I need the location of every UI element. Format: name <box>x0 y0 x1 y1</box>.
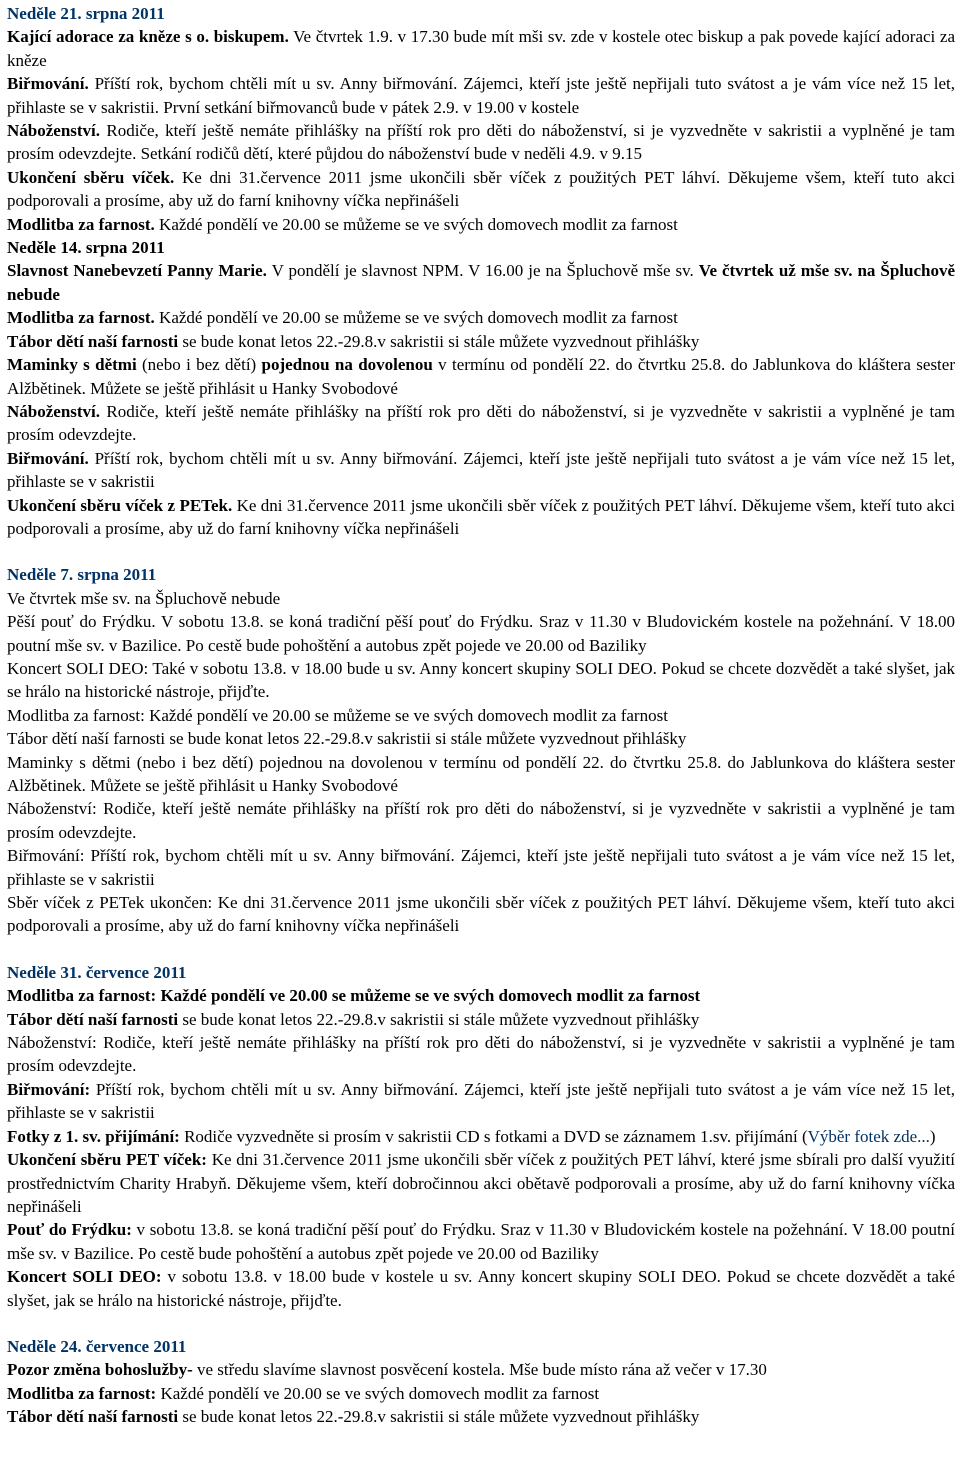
announcement-text: Každé pondělí ve 20.00 se můžeme se ve svých domovech modlit za farnost <box>154 214 678 234</box>
announcement-bold-text: Fotky z 1. sv. přijímání: <box>7 1126 180 1146</box>
announcement-text: se bude konat letos 22.-29.8.v sakristii si stále můžete vyzvednout přihlášky <box>178 1009 700 1029</box>
announcement-bold-text: Modlitba za farnost. <box>7 308 155 328</box>
announcement-text: Příští rok, bychom chtěli mít u sv. Anny biřmování. Zájemci, kteří jste ještě nepřijali tuto svátost a je vám více než 15 let, přihlaste se v sakristii <box>7 448 955 492</box>
section-date-heading: Neděle 24. července 2011 <box>7 1336 187 1356</box>
announcement-text: v termínu od pondělí 22. do čtvrtku 25.8. do Jablunkova do kláštera sester Alžbětinek. Můžete se ještě přihlásit u Hanky Svobodové <box>7 355 955 398</box>
announcement-item <box>7 213 955 236</box>
announcement-bold-text: Biřmování. <box>7 74 89 94</box>
announcement-bold-text: Pouť do Frýdku: <box>7 1220 132 1240</box>
announcement-item <box>7 306 955 329</box>
announcement-bold-text: Neděle 14. srpna 2011 <box>7 238 165 258</box>
announcement-bold-text: Biřmování: <box>7 1079 91 1099</box>
announcement-text: Biřmování: Příští rok, bychom chtěli mít u sv. Anny biřmování. Zájemci, kteří jste ještě nepřijali tuto svátost a je vám více než 15 let, přihlaste se v sakristii <box>7 846 955 889</box>
announcement-bold-text: Náboženství. <box>7 401 101 421</box>
announcement-item <box>7 891 955 938</box>
announcement-text: se bude konat letos 22.-29.8.v sakristii si stále můžete vyzvednout přihlášky <box>178 331 700 351</box>
announcement-item <box>7 1008 955 1031</box>
announcement-text: (nebo i bez dětí) <box>136 355 262 375</box>
announcement-item <box>7 1125 955 1148</box>
announcement-text: Maminky s dětmi (nebo i bez dětí) pojednou na dovolenou v termínu od pondělí 22. do čtvrtku 25.8. do Jablunkova do kláštera sester Alžbětinek. Můžete se ještě přihlásit u Hanky Svobodové <box>7 752 955 795</box>
announcement-text: Koncert SOLI DEO: Také v sobotu 13.8. v 18.00 bude u sv. Anny koncert skupiny SOLI DEO. Pokud se chcete dozvědět a také slyšet, jak se hrálo na historické nástroje, přijďte. <box>7 658 955 702</box>
announcement-item <box>7 166 955 213</box>
announcement-text: Náboženství: Rodiče, kteří ještě nemáte přihlášky na příští rok pro děti do náboženství, si je vyzvedněte v sakristii a vyplněné je tam prosím odevzdejte. <box>7 1033 955 1076</box>
announcement-text: Rodiče, kteří ještě nemáte přihlášky na příští rok pro děti do náboženství, si je vyzvedněte v sakristii a vyplněné je tam prosím odevzdejte. <box>7 401 955 445</box>
section-date-heading: Neděle 31. července 2011 <box>7 962 187 982</box>
announcement-item <box>7 1148 955 1218</box>
announcement-item <box>7 1405 955 1428</box>
announcement-item <box>7 797 955 844</box>
announcement-bold-text: Koncert SOLI DEO: <box>7 1267 162 1287</box>
announcement-text: Ke dni 31.července 2011 jsme ukončili sběr víček z použitých PET láhví. Děkujeme všem, kteří tuto akci podporovali a prosíme, aby už do farní knihovny víčka nepřinášeli <box>7 495 955 538</box>
announcement-text: Ve čtvrtek mše sv. na Špluchově nebude <box>7 588 281 608</box>
announcement-bold-text: Tábor dětí naší farnosti <box>7 1407 179 1427</box>
announcement-bold-text: Modlitba za farnost: Každé pondělí ve 20.00 se můžeme se ve svých domovech modlit za farnost <box>7 986 701 1006</box>
announcement-section <box>7 563 955 938</box>
announcement-item <box>7 751 955 798</box>
announcement-bold-text: Modlitba za farnost. <box>7 214 155 234</box>
announcement-item <box>7 587 955 610</box>
announcement-bold-text: Ukončení sběru víček. <box>7 167 175 187</box>
announcement-text: Modlitba za farnost: Každé pondělí ve 20.00 se můžeme se ve svých domovech modlit za farnost <box>7 705 668 725</box>
announcement-bold-text: Modlitba za farnost: <box>7 1383 157 1403</box>
announcement-text: Pěší pouť do Frýdku. V sobotu 13.8. se koná tradiční pěší pouť do Frýdku. Sraz v 11.30 v Bludovickém kostele na požehnání. V 18.00 poutní mše sv. v Bazilice. Po cestě bude pohoštění a autobus zpět pojede ve 20.00 od Baziliky <box>7 612 955 655</box>
announcement-bold-text: Ukončení sběru PET víček: <box>7 1150 207 1170</box>
announcement-bold-text: pojednou na dovolenou <box>261 355 433 375</box>
announcement-item <box>7 119 955 166</box>
announcement-bold-text: Náboženství. <box>7 121 101 141</box>
announcement-text: Příští rok, bychom chtěli mít u sv. Anny biřmování. Zájemci, kteří jste ještě nepřijali tuto svátost a je vám více než 15 let, přihlaste se v sakristii <box>7 1079 955 1123</box>
announcement-item <box>7 259 955 306</box>
photo-gallery-link[interactable]: Výběr fotek zde... <box>807 1126 930 1146</box>
announcement-item <box>7 1358 955 1381</box>
announcement-item <box>7 1031 955 1078</box>
announcement-item <box>7 984 955 1007</box>
announcement-item <box>7 72 955 119</box>
announcement-bold-text: Slavnost Nanebevzetí Panny Marie. <box>7 261 267 281</box>
announcement-text: v sobotu 13.8. v 18.00 bude v kostele u sv. Anny koncert skupiny SOLI DEO. Pokud se chcete dozvědět a také slyšet, jak se hrálo na historické nástroje, přijďte. <box>7 1267 956 1310</box>
announcement-item <box>7 844 955 891</box>
announcement-text: Sběr víček z PETek ukončen: Ke dni 31.července 2011 jsme ukončili sběr víček z použitých PET láhví. Děkujeme všem, kteří tuto akci podporovali a prosíme, aby už do farní knihovny víčka nepřinášeli <box>7 893 955 936</box>
announcement-text: se bude konat letos 22.-29.8.v sakristii si stále můžete vyzvednout přihlášky <box>178 1407 700 1427</box>
announcement-bold-text: Ukončení sběru víček z PETek. <box>7 495 233 515</box>
announcement-text: Rodiče, kteří ještě nemáte přihlášky na příští rok pro děti do náboženství, si je vyzvedněte v sakristii a vyplněné je tam prosím odevzdejte. Setkání rodičů dětí, které půjdou do náboženství bude v neděli 4.9. v 9.15 <box>7 121 955 164</box>
announcement-item <box>7 1078 955 1125</box>
announcement-section <box>7 961 955 1312</box>
announcement-item <box>7 236 955 259</box>
announcement-text: Ve čtvrtek 1.9. v 17.30 bude mít mši sv. zde v kostele otec biskup a pak povede kající adoraci za kněze <box>7 27 955 70</box>
announcement-text: Příští rok, bychom chtěli mít u sv. Anny biřmování. Zájemci, kteří jste ještě nepřijali tuto svátost a je vám více než 15 let, přihlaste se v sakristii. První setkání biřmovanců bude v pátek 2.9. v 19.00 v kostele <box>7 74 955 117</box>
announcement-bold-text: Ve čtvrtek už mše sv. na Špluchově nebude <box>7 261 955 304</box>
section-date-heading: Neděle 21. srpna 2011 <box>7 4 165 23</box>
announcement-text: ) <box>929 1126 936 1146</box>
announcement-item <box>7 657 955 704</box>
announcement-text: Ke dni 31.července 2011 jsme ukončili sběr víček z použitých PET láhví. Děkujeme všem, kteří tuto akci podporovali a prosíme, aby už do farní knihovny víčka nepřinášeli <box>7 167 955 211</box>
announcement-item <box>7 727 955 750</box>
announcement-item <box>7 400 955 447</box>
announcement-item <box>7 1265 955 1312</box>
announcement-bold-text: Kající adorace za kněze s o. biskupem. <box>7 27 289 47</box>
announcement-text: Každé pondělí ve 20.00 se ve svých domovech modlit za farnost <box>156 1383 600 1403</box>
announcement-item <box>7 1218 955 1265</box>
announcement-item <box>7 704 955 727</box>
announcement-bold-text: Tábor dětí naší farnosti <box>7 331 179 351</box>
announcement-text: ve středu slavíme slavnost posvěcení kostela. Mše bude místo rána až večer v 17.30 <box>192 1360 767 1380</box>
announcement-text: Ke dni 31.července 2011 jsme ukončili sběr víček z použitých PET láhví, které jsme sbírali pro další využití prostřednictvím Charity Hrabyň. Děkujeme všem, kteří dobročinnou akci obětavě podporovali a prosíme, aby už do farní knihovny víčka nepřinášeli <box>7 1150 955 1216</box>
announcement-bold-text: Biřmování. <box>7 448 89 468</box>
announcement-item <box>7 25 955 72</box>
announcement-section <box>7 1335 955 1429</box>
announcement-text: V pondělí je slavnost NPM. V 16.00 je na Špluchově mše sv. <box>266 261 699 281</box>
announcement-item <box>7 1382 955 1405</box>
section-date-heading: Neděle 7. srpna 2011 <box>7 565 157 585</box>
announcement-text: Náboženství: Rodiče, kteří ještě nemáte přihlášky na příští rok pro děti do náboženství, si je vyzvedněte v sakristii a vyplněné je tam prosím odevzdejte. <box>7 799 955 842</box>
announcement-section <box>7 2 955 540</box>
announcement-text: Tábor dětí naší farnosti se bude konat letos 22.-29.8.v sakristii si stále můžete vyzvednout přihlášky <box>7 729 687 749</box>
announcement-item <box>7 353 955 400</box>
announcement-text: Každé pondělí ve 20.00 se můžeme se ve svých domovech modlit za farnost <box>154 308 678 328</box>
announcement-item <box>7 610 955 657</box>
announcement-item <box>7 330 955 353</box>
announcement-item <box>7 494 955 541</box>
announcement-bold-text: Pozor změna bohoslužby- <box>7 1360 193 1380</box>
announcement-bold-text: Tábor dětí naší farnosti <box>7 1009 179 1029</box>
announcement-item <box>7 447 955 494</box>
announcement-text: v sobotu 13.8. se koná tradiční pěší pouť do Frýdku. Sraz v 11.30 v Bludovickém kostele na požehnání. V 18.00 poutní mše sv. v Bazilice. Po cestě bude pohoštění a autobus zpět pojede ve 20.00 od Baziliky <box>7 1220 956 1263</box>
announcement-bold-text: Maminky s dětmi <box>7 355 137 375</box>
announcement-text: Rodiče vyzvedněte si prosím v sakristii CD s fotkami a DVD se záznamem 1.sv. přijímání ( <box>179 1126 808 1146</box>
